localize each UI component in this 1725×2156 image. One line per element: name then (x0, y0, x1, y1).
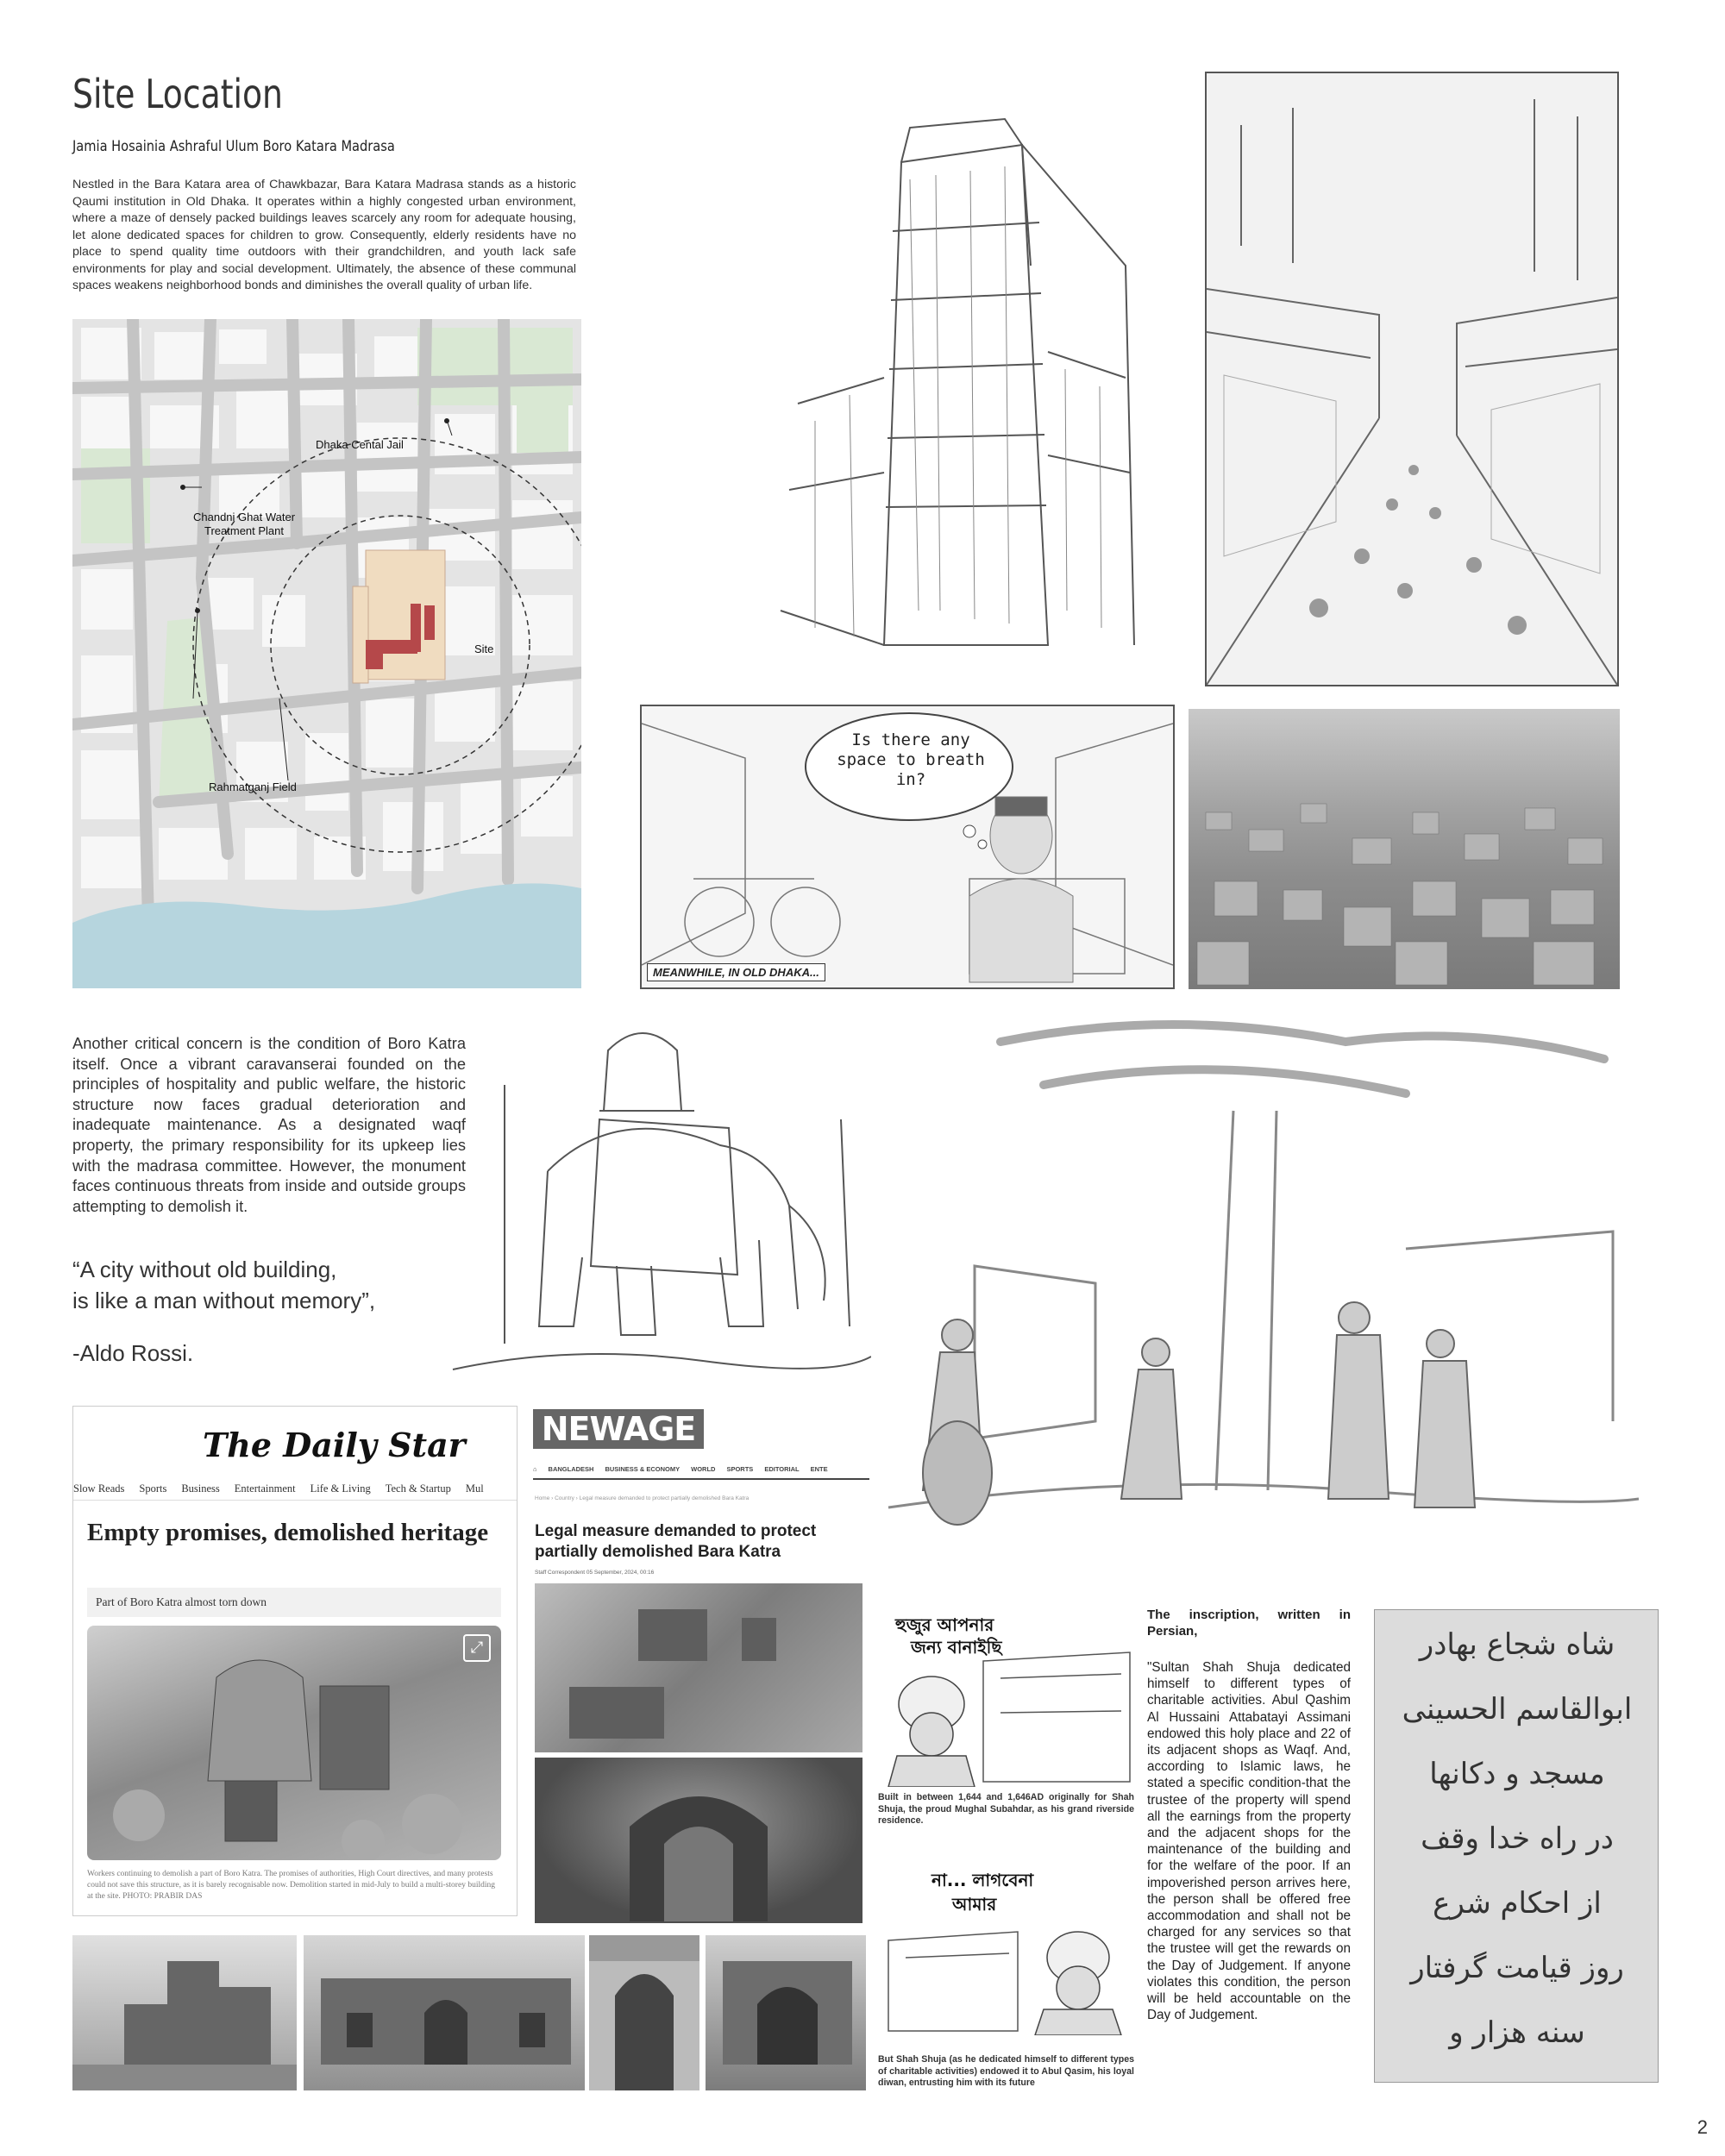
inscription-line: از احکام شرع (1433, 1886, 1602, 1921)
quote-author: -Aldo Rossi. (72, 1340, 194, 1366)
daily-star-tag: Part of Boro Katra almost torn down (87, 1588, 501, 1617)
old-engraving-photo (72, 1935, 297, 2090)
nav-slow-reads[interactable]: Slow Reads (73, 1482, 125, 1495)
nav-tech-startup[interactable]: Tech & Startup (385, 1482, 451, 1495)
daily-star-headline: Empty promises, demolished heritage (87, 1519, 489, 1546)
daily-star-logo: The Daily Star (203, 1426, 466, 1464)
shah-comic-2-caption: But Shah Shuja (as he dedicated himself to different types of charitable activities) endowed it to Abul Qasim, his loyal diwan, entrusting him with its future (878, 2054, 1134, 2088)
nav-world[interactable]: WORLD (691, 1465, 716, 1473)
aerial-photo (1189, 709, 1620, 989)
nav-entertainment[interactable]: Entertainment (234, 1482, 296, 1495)
daily-star-photo (87, 1626, 501, 1860)
building-sketch (763, 93, 1170, 662)
nav-sports[interactable]: SPORTS (726, 1465, 754, 1473)
street-market-sketch (1205, 72, 1619, 686)
nav-editorial[interactable]: EDITORIAL (764, 1465, 800, 1473)
old-ruin-photo (706, 1935, 866, 2090)
new-age-logo: NEWAGE (533, 1409, 704, 1449)
site-map (72, 319, 581, 988)
inscription-line: ابوالقاسم الحسینی (1402, 1692, 1633, 1727)
nav-mul[interactable]: Mul (465, 1482, 484, 1495)
comic-caption: MEANWHILE, IN OLD DHAKA... (647, 963, 825, 981)
intro-paragraph: Nestled in the Bara Katara area of Chawkbazar, Bara Katara Madrasa stands as a historic Qaumi institution in Old Dhaka. It operates within a highly congested urban environment, where a maze of densely packed buildings leaves scarcely any room for adequate housing, let alone dedicated spaces for children to grow. Consequently, elderly residents have no place to spend quality time outdoors with their grandchildren, and youth lack safe environments for play and social development. Ultimately, the absence of these communal spaces weakens neighborhood bonds and diminishes the overall quality of urban life. (72, 178, 576, 292)
inscription-line: مسجد و دکانها (1429, 1757, 1605, 1791)
quote-line-1: “A city without old building, (72, 1257, 337, 1282)
elephant-sketch (444, 1016, 871, 1380)
breadcrumb: Home › Country › Legal measure demanded to protect partially demolished Bara Katra (535, 1495, 750, 1501)
quote (72, 1254, 375, 1316)
inscription-image (1374, 1609, 1659, 2083)
nav-sports[interactable]: Sports (139, 1482, 167, 1495)
inscription-line: سنه هزار و (1449, 2015, 1585, 2050)
inscription-line: روز قیامت گرفتار (1410, 1951, 1624, 1985)
nav-bangladesh[interactable]: BANGLADESH (548, 1465, 594, 1473)
nav-ente[interactable]: ENTE (810, 1465, 828, 1473)
new-age-headline: Legal measure demanded to protect partially demolished Bara Katra (535, 1522, 817, 1561)
market-crowd-sketch (871, 1007, 1647, 1561)
inscription-title: The inscription, written in Persian, (1147, 1608, 1351, 1639)
concern-paragraph: Another critical concern is the condition of Boro Katra itself. Once a vibrant caravanserai founded on the principles of hospitality and public welfare, the historic structure now faces gradual deterioration and inadequate maintenance. As a designated waqf property, the primary responsibility for its upkeep lies with the madrasa committee. However, the monument faces continuous threats from inside and outside groups attempting to demolish it. (72, 1034, 466, 1215)
bengali-speech-2b: আমার (952, 1894, 997, 1915)
map-label-field: Rahmatganj Field (209, 780, 297, 793)
shah-comic-1 (880, 1609, 1135, 1787)
daily-star-article (72, 1406, 518, 1916)
old-gateway-photo (304, 1935, 585, 2090)
inscription-line: در راه خدا وقف (1421, 1821, 1614, 1856)
nav-life-living[interactable]: Life & Living (310, 1482, 371, 1495)
inscription-body: "Sultan Shah Shuja dedicated himself to different types of charitable activities. Abul Qashim Al Hussaini Attabatayi Assimani endowed this holy place and 22 of its adjacent shops as Waqf. And, according to Islamic laws, he stated a specific condition-that the trustee of the property will spend all the earnings from the property and the adjacent shops for the maintenance of the building and for the welfare of the poor. If an impoverished person arrives here, the person shall be offered free accommodation and shall not be charged for any services so that the trustee will get the rewards on the Day of Judgement. If anyone violates this condition, the person will be held accountable on the Day of Judgement. (1147, 1660, 1351, 2023)
bengali-speech-1b: জন্য বানাইছি (911, 1637, 1002, 1658)
ruins-photo-1 (535, 1583, 862, 1752)
inscription-line: شاه شجاع بهادر (1419, 1627, 1615, 1662)
page-number: 2 (1697, 2116, 1708, 2138)
expand-icon[interactable]: ⤢ (463, 1634, 491, 1662)
comic-panel (640, 705, 1175, 989)
shah-comic-2 (880, 1863, 1135, 2035)
new-age-nav (533, 1461, 869, 1480)
new-age-byline: Staff Correspondent 05 September, 2024, 00:16 (535, 1570, 655, 1576)
map-label-site: Site (474, 642, 494, 655)
new-age-article (533, 1409, 869, 1582)
daily-star-nav (73, 1477, 517, 1501)
map-label-water-plant: Chandni Ghat Water (193, 511, 296, 523)
map-label-jail: Dhaka Cental Jail (316, 438, 404, 451)
nav-business[interactable]: Business (181, 1482, 220, 1495)
nav-business-economy[interactable]: BUSINESS & ECONOMY (605, 1465, 681, 1473)
quote-line-2: is like a man without memory”, (72, 1288, 376, 1313)
bengali-speech-2a: না... লাগবেনা (932, 1870, 1034, 1890)
page-title: Site Location (72, 71, 283, 117)
home-icon[interactable]: ⌂ (533, 1465, 537, 1473)
ruins-photo-2 (535, 1758, 862, 1923)
old-arch-sketch (589, 1935, 699, 2090)
daily-star-caption: Workers continuing to demolish a part of Boro Katra. The promises of authorities, High Court directives, and many protests could not save this structure, as it is barely recognisable now. Demolition started in mid-July to build a multi-storey building at the site. PHOTO: PRABIR DAS (87, 1870, 495, 1901)
page-subtitle: Jamia Hosainia Ashraful Ulum Boro Katara Madrasa (72, 138, 395, 155)
map-label-water-plant-2: Treatment Plant (204, 524, 285, 537)
bengali-speech-1a: হুজুর আপনার (895, 1614, 994, 1635)
shah-comic-1-caption: Built in between 1,644 and 1,646AD originally for Shah Shuja, the proud Mughal Subahdar, as his grand riverside residence. (878, 1792, 1134, 1826)
map-graphic (72, 319, 581, 988)
thought-bubble-text: Is there any space to breath in? (837, 730, 985, 789)
